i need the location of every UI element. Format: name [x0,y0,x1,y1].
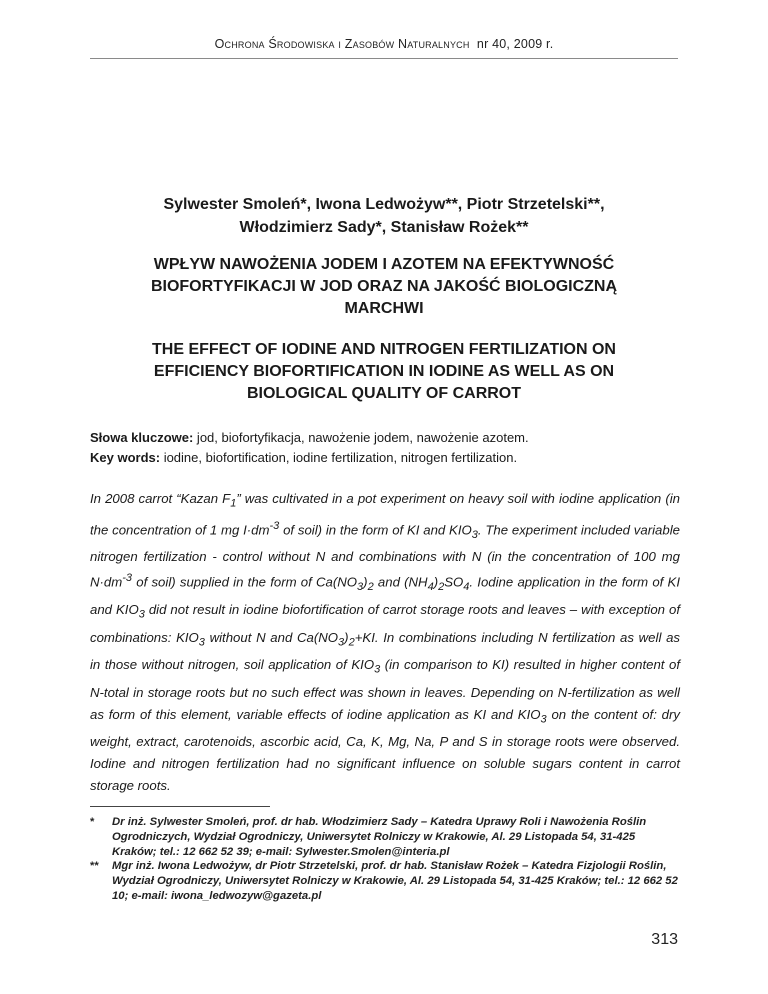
keywords-pl-text: jod, biofortyfikacja, nawożenie jodem, nawożenie azotem. [193,430,529,445]
keywords-block [90,428,690,468]
abstract-subscript: 2 [438,581,445,594]
abstract-text: . The experiment included variable nitrogen fertilization - control without N and combinations with N (in the concentration of 100 mg N·dm [90,521,680,590]
title-en-line-2: EFFICIENCY BIOFORTIFICATION IN IODINE AS WELL AS ON [153,363,615,380]
title-polish [0,254,768,320]
abstract-text: of soil) in the form of KI and KIO [279,521,472,537]
abstract-text: ) [344,629,349,645]
abstract-text: did not result in iodine biofortification of carrot storage roots and leaves – with exception of combinations: KIO [90,602,681,645]
journal-name: Ochrona Środowiska i Zasobów Naturalnych [214,37,470,51]
footnotes [90,815,680,904]
abstract-text: ) [363,574,368,590]
footnote-2-text: Mgr inż. Iwona Ledwożyw, dr Piotr Strzetelski, prof. dr hab. Stanisław Rożek – Katedra Fizjologii Roślin, Wydział Ogrodniczy, Uniwersytet Rolniczy w Krakowie, Al. 29 Listopada 54, 31-425 Kraków; tel.: 12 662 52 10; e-mail: iwona_ledwozyw@gazeta.pl [112,860,678,902]
abstract-text: SO [444,574,464,590]
title-pl-line-3: MARCHWI [344,300,424,317]
abstract-subscript: 2 [367,581,374,594]
authors-line-1: Sylwester Smoleń*, Iwona Ledwożyw**, Piotr Strzetelski**, [163,196,605,213]
author-list [0,193,768,239]
abstract-subscript: 4 [427,581,434,594]
title-pl-line-2: BIOFORTYFIKACJI W JOD ORAZ NA JAKOŚĆ BIOLOGICZNĄ [150,278,618,295]
abstract-subscript: 3 [540,713,547,726]
abstract-subscript: 1 [230,497,237,510]
abstract-text: . Iodine application in the form of KI and KIO [90,574,680,618]
abstract-text: without N and Ca(NO [204,629,339,645]
abstract-superscript: -3 [122,572,133,585]
title-en-line-3: BIOLOGICAL QUALITY OF CARROT [246,385,522,402]
footnote-divider [90,806,270,807]
running-header [0,37,768,51]
abstract-superscript: -3 [269,519,280,532]
abstract-subscript: 3 [357,581,364,594]
title-pl-line-1: WPŁYW NAWOŻENIA JODEM I AZOTEM NA EFEKTYWNOŚĆ [153,256,615,273]
abstract-subscript: 3 [138,608,145,621]
abstract-subscript: 3 [198,636,205,649]
keywords-en-text: iodine, biofortification, iodine fertilization, nitrogen fertilization. [160,450,518,465]
abstract-subscript: 3 [338,636,345,649]
abstract-text: and (NH [373,574,428,590]
abstract-text: ) [433,574,439,590]
abstract-text: +KI. In combinations including N fertilization as well as in those without nitrogen, soil application of KIO [90,629,680,673]
footnote-1-mark: * [90,816,95,828]
header-divider [90,58,678,59]
keywords-english [90,448,690,468]
keywords-en-label: Key words: [90,450,161,465]
authors-line-2: Włodzimierz Sady*, Stanisław Rożek** [239,219,529,236]
abstract-text: on the content of: dry weight, extract, carotenoids, ascorbic acid, Ca, K, Mg, Na, P and S in storage roots were observed. Iodine and nitrogen fertilization had no significant influence on soluble sugars content in carrot storage roots. [90,706,681,794]
abstract-text: In 2008 carrot “Kazan F [90,491,231,506]
abstract-paragraph [90,488,680,797]
abstract-text: (in comparison to KI) resulted in higher content of N-total in storage roots but no such effect was shown in leaves. Depending on N-fertilization as well as form of this element, variable effects of iodine application as KI and KIO [90,657,680,722]
keywords-polish [90,428,690,448]
footnote-1-text: Dr inż. Sylwester Smoleń, prof. dr hab. Włodzimierz Sady – Katedra Uprawy Roli i Nawożenia Roślin Ogrodniczych, Wydział Ogrodniczy, Uniwersytet Rolniczy w Krakowie, Al. 29 Listopada 54, 31-425 Kraków; tel.: 12 662 52 39; e-mail: Sylwester.Smolen@interia.pl [112,816,647,858]
abstract-text: ” was cultivated in a pot experiment on heavy soil with iodine application (in the concentration of 1 mg I·dm [90,491,680,537]
page-number: 313 [651,931,678,948]
abstract-text: of soil) supplied in the form of Ca(NO [132,574,358,590]
footnote-2-mark: ** [90,860,99,873]
abstract-subscript: 2 [348,636,355,649]
abstract-subscript: 3 [374,664,381,677]
title-english [0,339,768,405]
title-en-line-1: THE EFFECT OF IODINE AND NITROGEN FERTILIZATION ON [152,341,616,358]
footnote-2 [90,859,680,903]
abstract-subscript: 3 [471,528,478,541]
abstract-subscript: 4 [463,581,470,594]
keywords-pl-label: Słowa kluczowe: [90,430,194,445]
issue-number: nr 40, 2009 r. [476,37,554,51]
footnote-1 [90,815,680,859]
